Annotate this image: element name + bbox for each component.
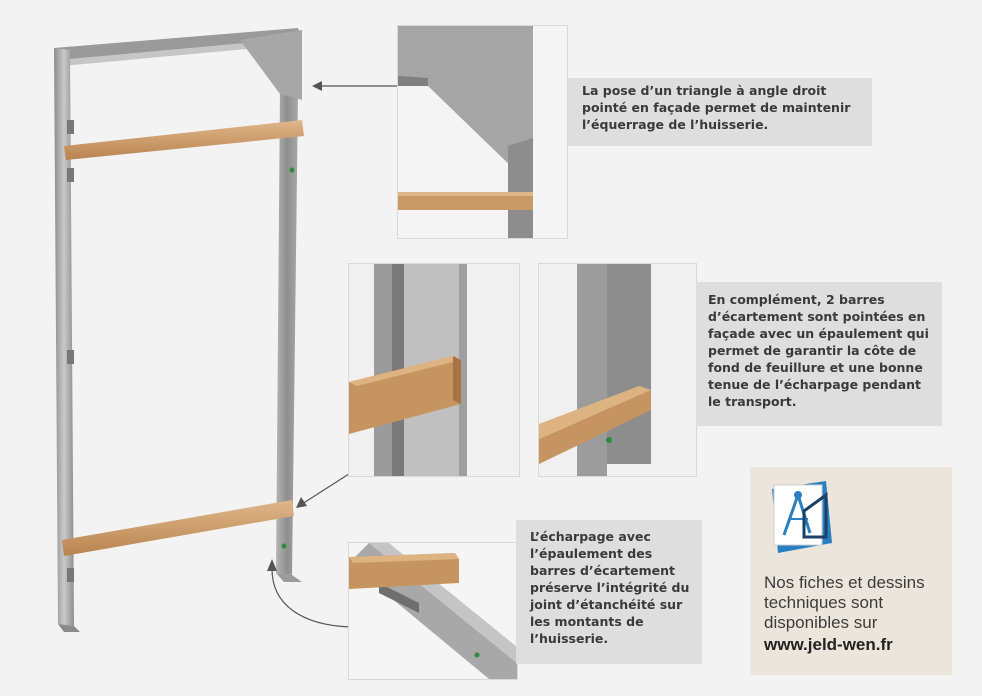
triangle-gusset: [240, 30, 302, 100]
arrow-echarpage: [262, 555, 352, 635]
callout-triangle: [568, 78, 872, 146]
callout-echarpage-text: L’écharpage avec l’épaulement des barres d’écartement préserve l’intégrité du joint d’étanchéité sur les montants de l’huisserie.: [530, 529, 690, 646]
promo-link[interactable]: www.jeld-wen.fr: [764, 635, 893, 654]
arrow-bars: [292, 470, 354, 510]
callout-echarpage: [516, 520, 702, 664]
callout-triangle-text: La pose d’un triangle à angle droit pointé en façade permet de maintenir l’équerrage de l’huisserie.: [582, 83, 851, 132]
promo-box: [750, 467, 952, 675]
arrow-triangle: [310, 75, 400, 97]
promo-text: [764, 573, 944, 655]
detail-photo-triangle: [397, 25, 568, 239]
door-frame-illustration: [40, 20, 320, 640]
technical-drawing-icon: [768, 481, 832, 553]
detail-photo-seal: [348, 542, 518, 680]
callout-bars: [696, 282, 942, 426]
detail-photo-bar-angle: [538, 263, 697, 477]
callout-bars-text: En complément, 2 barres d’écartement sont pointées en façade avec un épaulement qui permet de garantir la côte de fond de feuillure et une bonne tenue de l’écharpage pendant le transport.: [708, 292, 929, 409]
promo-description: Nos fiches et dessins techniques sont disponibles sur: [764, 573, 925, 632]
bottom-spreader-bar: [62, 500, 294, 556]
top-spreader-bar: [64, 120, 304, 160]
detail-photo-bar-front: [348, 263, 520, 477]
